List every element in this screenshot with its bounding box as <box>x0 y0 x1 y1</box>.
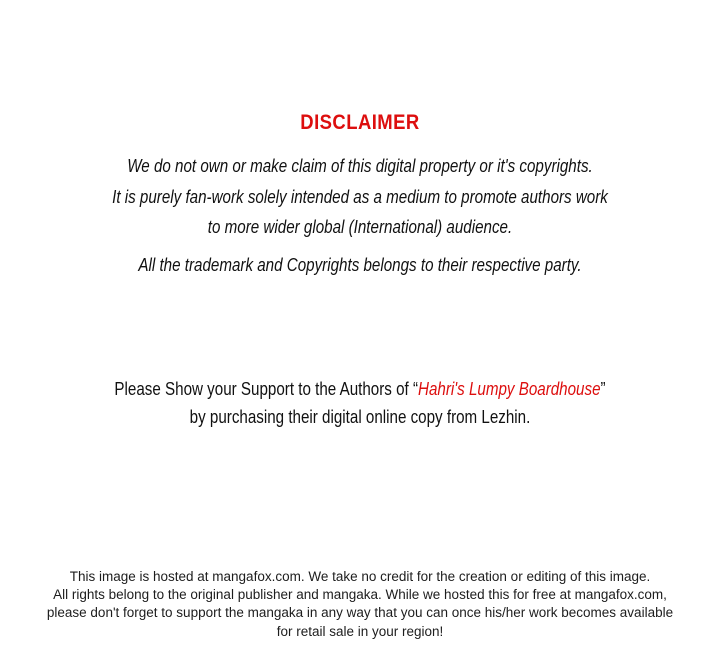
disclaimer-line-4: All the trademark and Copyrights belongs to their respective party. <box>138 254 582 275</box>
disclaimer-title: DISCLAIMER <box>300 111 420 134</box>
hosting-notice-line-2: All rights belong to the original publisher and mangaka. While we hosted this for free at mangafox.com, <box>53 587 667 603</box>
book-title-text: Hahri's Lumpy Boardhouse <box>418 378 601 399</box>
support-line-1 <box>65 378 655 400</box>
hosting-notice-line-3: please don't forget to support the mangaka in any way that you can once his/her work becomes available <box>46 605 674 621</box>
hosting-notice <box>0 568 720 641</box>
disclaimer-line-2: It is purely fan-work solely intended as a medium to promote authors work <box>112 186 608 207</box>
hosting-notice-line-1: This image is hosted at mangafox.com. We take no credit for the creation or editing of this image. <box>69 569 651 584</box>
support-suffix-text: ” <box>600 378 606 399</box>
support-prefix-text: Please Show your Support to the Authors of “ <box>114 378 419 399</box>
disclaimer-line-3: to more wider global (International) audience. <box>207 216 513 237</box>
disclaimer-line-1: We do not own or make claim of this digital property or it's copyrights. <box>127 155 593 176</box>
hosting-notice-line-4: for retail sale in your region! <box>276 623 444 639</box>
support-line-2: by purchasing their digital online copy from Lezhin. <box>189 406 531 427</box>
